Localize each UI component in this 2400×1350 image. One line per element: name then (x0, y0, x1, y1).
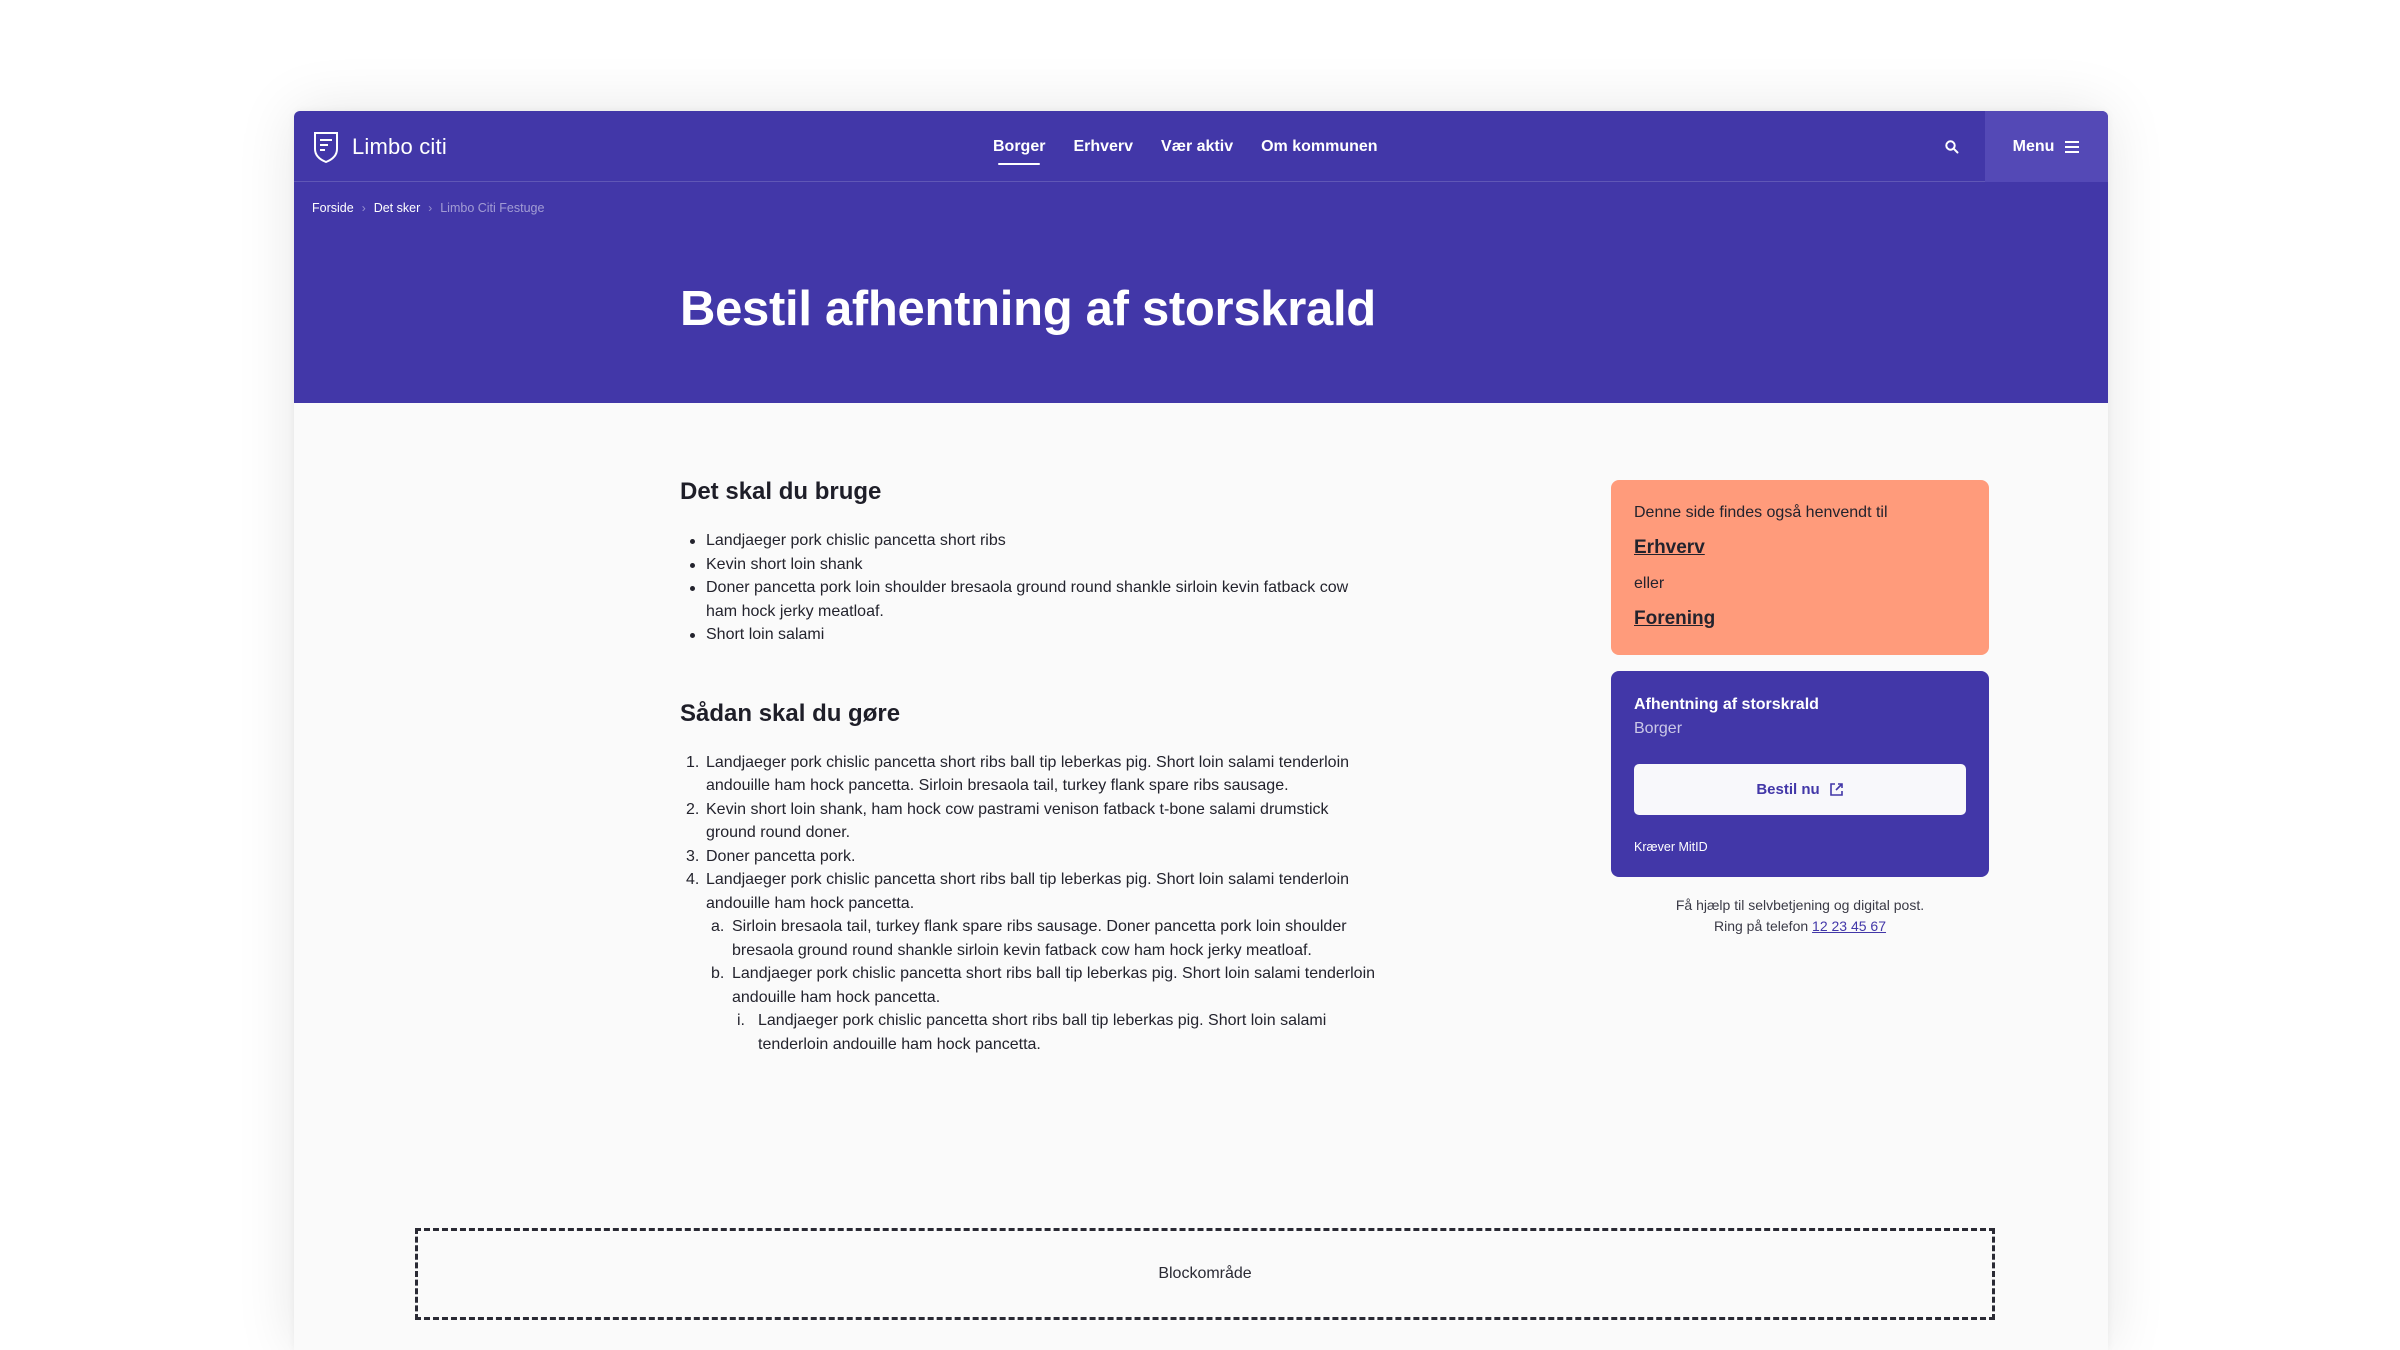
service-card (1611, 671, 1989, 877)
breadcrumb-separator-icon: › (361, 201, 366, 215)
list-item: Doner pancetta pork loin shoulder bresaola ground round shankle sirloin kevin fatback cow ham hock jerky meatloaf. (680, 576, 1380, 623)
list-marker: 3. (686, 847, 700, 865)
list-item (680, 798, 1380, 845)
hamburger-icon (2064, 141, 2080, 153)
section-heading-steps: Sådan skal du gøre (680, 699, 901, 727)
breadcrumb-item-det-sker[interactable]: Det sker (373, 201, 421, 215)
menu-button[interactable] (1985, 111, 2108, 182)
list-item: Landjaeger pork chislic pancetta short ribs (680, 529, 1380, 553)
list-item: Kevin short loin shank (680, 553, 1380, 577)
list-item-text: Landjaeger pork chislic pancetta short ribs ball tip leberkas pig. Short loin salami tenderloin andouille ham hock pancetta. (758, 1012, 1327, 1053)
requirements-list (680, 529, 1380, 647)
main-content (680, 477, 1380, 1056)
sub-steps-list (706, 915, 1380, 1056)
breadcrumb-item-forside[interactable]: Forside (312, 201, 354, 215)
audience-card (1611, 480, 1989, 655)
list-item-text: Doner pancetta pork. (706, 847, 856, 865)
list-item-text: Sirloin bresaola tail, turkey flank spare ribs sausage. Doner pancetta pork loin shoulder bresaola ground round shankle sirloin kevin fatback cow ham hock jerky meatloaf. (732, 918, 1347, 959)
service-subtitle: Borger (1634, 720, 1683, 737)
steps-list (680, 751, 1380, 1057)
logo-icon (312, 131, 340, 163)
nav-item-borger[interactable]: Borger (993, 137, 1046, 155)
nav-item-erhverv[interactable]: Erhverv (1073, 137, 1134, 155)
help-line: Få hjælp til selvbetjening og digital post. (1675, 897, 1925, 913)
top-navigation-bar (294, 111, 2108, 182)
audience-link-forening[interactable]: Forening (1634, 608, 1716, 629)
list-marker: 1. (686, 753, 700, 771)
mitid-requirement: Kræver MitID (1634, 840, 1708, 854)
site-name: Limbo citi (352, 134, 447, 159)
phone-link[interactable]: 12 23 45 67 (1812, 918, 1887, 934)
list-item-text: Landjaeger pork chislic pancetta short ribs ball tip leberkas pig. Short loin salami tenderloin andouille ham hock pancetta. (706, 871, 1350, 912)
site-header (294, 111, 2108, 403)
main-navigation (993, 111, 1378, 182)
breadcrumb-current: Limbo Citi Festuge (440, 201, 545, 215)
list-marker: b. (711, 965, 725, 982)
breadcrumb-separator-icon: › (428, 201, 433, 215)
block-area-label: Blockområde (1158, 1265, 1252, 1282)
search-icon (1944, 139, 1960, 155)
page-title: Bestil afhentning af storskrald (680, 282, 1376, 336)
list-item (706, 915, 1380, 962)
list-item (706, 962, 1380, 1056)
help-phone-prefix: Ring på telefon (1713, 918, 1809, 934)
list-item (680, 845, 1380, 869)
external-link-icon (1829, 782, 1844, 797)
list-item (732, 1009, 1380, 1056)
audience-link-erhverv[interactable]: Erhverv (1634, 537, 1705, 558)
nav-item-vaer-aktiv[interactable]: Vær aktiv (1161, 137, 1234, 155)
list-item-text: Kevin short loin shank, ham hock cow pastrami venison fatback t-bone salami drumstick ground round doner. (706, 800, 1329, 841)
menu-label: Menu (2012, 137, 2055, 155)
order-now-label: Bestil nu (1756, 781, 1820, 798)
nav-item-om-kommunen[interactable]: Om kommunen (1261, 137, 1378, 155)
service-title: Afhentning af storskrald (1634, 696, 1819, 713)
search-button[interactable] (1934, 129, 1970, 165)
audience-or-text: eller (1634, 575, 1665, 592)
breadcrumb (312, 201, 544, 215)
list-item (680, 751, 1380, 798)
sub-sub-steps-list (732, 1009, 1380, 1056)
help-text (1611, 895, 1989, 937)
block-area (415, 1228, 1995, 1320)
list-item-text: Landjaeger pork chislic pancetta short ribs ball tip leberkas pig. Short loin salami tenderloin andouille ham hock pancetta. (732, 965, 1376, 1006)
list-marker: 4. (686, 871, 700, 888)
list-marker: a. (711, 918, 725, 935)
audience-intro: Denne side findes også henvendt til (1634, 504, 1888, 521)
order-now-button[interactable] (1634, 764, 1966, 815)
list-item (680, 868, 1380, 1056)
site-logo[interactable] (312, 129, 447, 165)
browser-page (294, 111, 2108, 1350)
list-marker: i. (737, 1012, 745, 1029)
help-phone-line (1611, 916, 1989, 937)
list-item: Short loin salami (680, 623, 1380, 647)
section-heading-requirements: Det skal du bruge (680, 478, 882, 505)
list-marker: 2. (686, 800, 700, 818)
list-item-text: Landjaeger pork chislic pancetta short ribs ball tip leberkas pig. Short loin salami tenderloin andouille ham hock pancetta. Sirloin bresaola tail, turkey flank spare ribs sausage. (706, 753, 1350, 794)
